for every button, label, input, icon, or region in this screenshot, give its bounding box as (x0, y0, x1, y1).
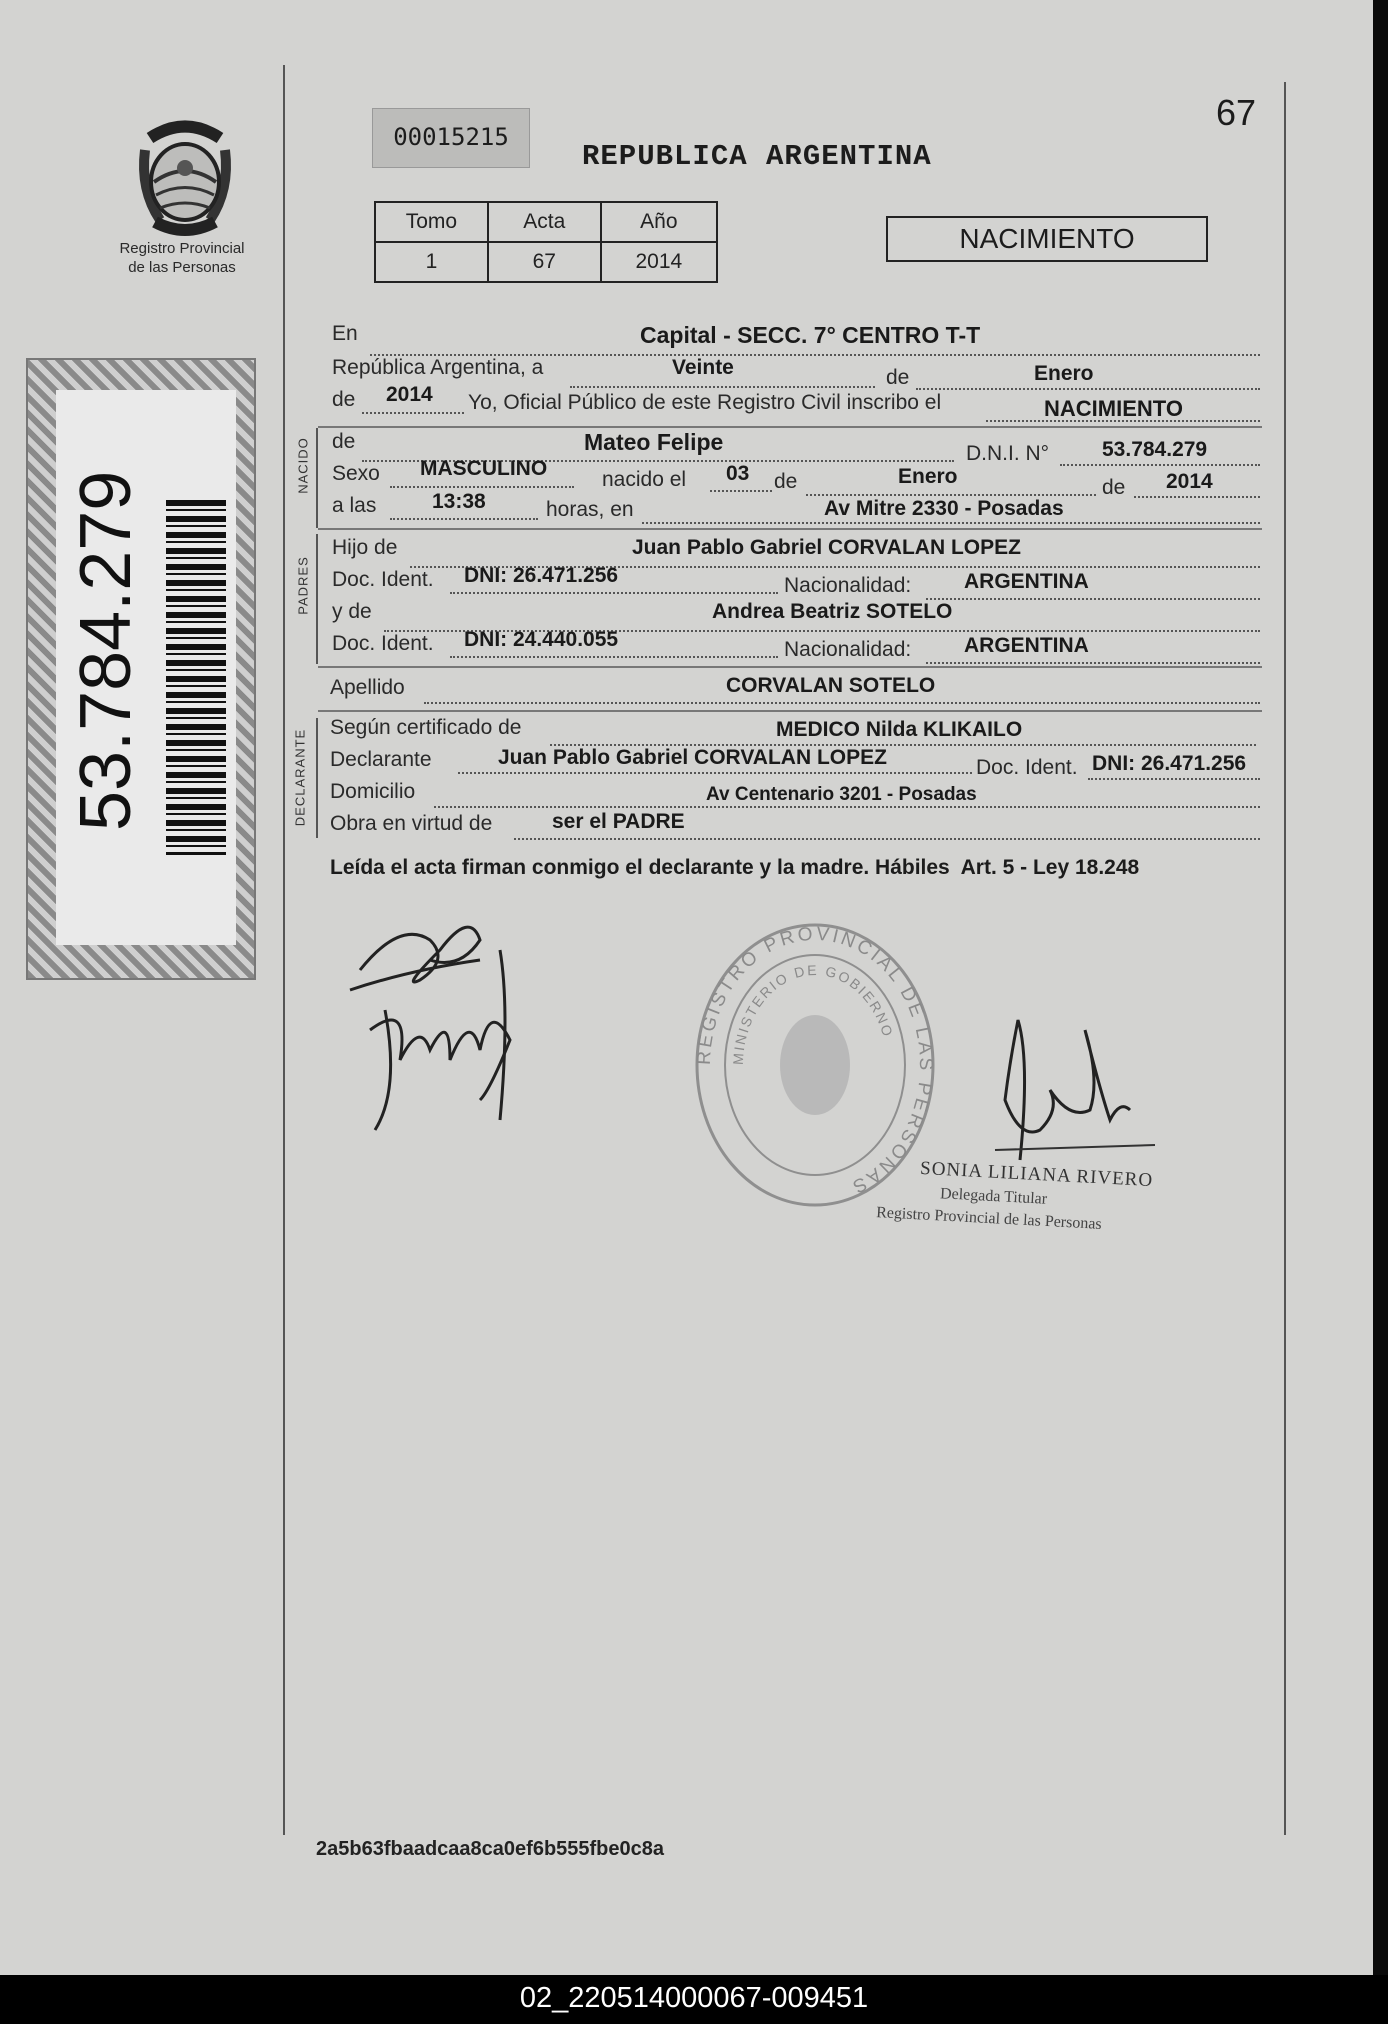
obra-label: Obra en virtud de (330, 812, 493, 835)
separator-2 (318, 528, 1262, 530)
registry-header-acta: Acta (488, 202, 601, 242)
birth-place: Av Mitre 2330 - Posadas (824, 497, 1064, 520)
padre: Juan Pablo Gabriel CORVALAN LOPEZ (632, 536, 1021, 559)
birth-year: 2014 (1166, 470, 1213, 493)
apellido-label: Apellido (330, 676, 405, 699)
barcode-sticker (26, 358, 256, 980)
obra-dots (514, 838, 1260, 840)
birth-year-dots (1134, 496, 1260, 498)
domicilio-label: Domicilio (330, 780, 416, 803)
padre-nac-label: Nacionalidad: (784, 574, 912, 597)
separator-4 (318, 710, 1262, 712)
barcode-bars (166, 500, 226, 855)
birth-year-de-label: de (1102, 476, 1126, 499)
sexo-dots (390, 486, 574, 488)
dni: 53.784.279 (1102, 438, 1208, 461)
year-dots (362, 412, 464, 414)
declarante-bracket (316, 718, 318, 838)
side-dni-number: 53.784.279 (66, 470, 146, 831)
serial-number: 00015215 (393, 123, 509, 151)
hour: 13:38 (432, 490, 486, 513)
en-label: En (332, 322, 358, 345)
obra: ser el PADRE (552, 810, 685, 833)
registry-header-tomo: Tomo (375, 202, 488, 242)
barcode-sticker-label (56, 390, 236, 945)
padre-doc-dots (450, 592, 778, 594)
logo-caption-line1: Registro Provincial (119, 240, 245, 257)
official-signature (990, 1000, 1160, 1170)
logo-caption-line2: de las Personas (128, 259, 236, 276)
segun-label: Según certificado de (330, 716, 522, 739)
month-de-label: de (886, 366, 910, 389)
section-label-nacido: NACIDO (295, 437, 311, 494)
a-las-label: a las (332, 494, 377, 517)
country-title: REPUBLICA ARGENTINA (582, 140, 932, 173)
day-dots (570, 386, 875, 388)
declarante-doc-dots (1088, 778, 1260, 780)
nacido-el-label: nacido el (602, 468, 687, 491)
padre-nac-dots (926, 598, 1260, 600)
yo-text: Yo, Oficial Público de este Registro Civil inscribo el (468, 391, 942, 414)
right-margin-line (1284, 82, 1286, 1835)
dni-dots (1060, 464, 1260, 466)
padre-doc: DNI: 26.471.256 (464, 564, 619, 587)
left-margin-line (283, 65, 285, 1835)
page-number: 67 (1216, 92, 1257, 133)
year: 2014 (386, 383, 433, 406)
birth-day-dots (710, 490, 772, 492)
madre-nac-label: Nacionalidad: (784, 638, 912, 661)
registry-header-ano: Año (601, 202, 717, 242)
y-de-label: y de (332, 600, 372, 623)
padres-bracket (316, 534, 318, 664)
serial-number-box (372, 108, 530, 168)
madre-doc-label: Doc. Ident. (332, 632, 434, 655)
birth-month-dots (806, 494, 1096, 496)
hijo-de-label: Hijo de (332, 536, 398, 559)
sexo: MASCULINO (420, 457, 548, 480)
stamp-outer-text: REGISTRO PROVINCIAL DE LAS PERSONAS (693, 923, 937, 1198)
closing-text: Leída el acta firman conmigo el declarante y la madre. Hábiles Art. 5 - Ley 18.248 (330, 856, 1140, 879)
separator-3 (318, 666, 1262, 668)
apellido: CORVALAN SOTELO (726, 674, 936, 697)
en-value: Capital - SECC. 7° CENTRO T-T (640, 322, 981, 348)
official-office: Registro Provincial de las Personas (875, 1204, 1103, 1233)
apellido-dots (424, 702, 1260, 704)
nombre: Mateo Felipe (584, 429, 724, 455)
domicilio: Av Centenario 3201 - Posadas (706, 784, 977, 805)
padre-doc-label: Doc. Ident. (332, 568, 434, 591)
nacido-bracket (316, 428, 318, 528)
madre: Andrea Beatriz SOTELO (712, 600, 953, 623)
madre-doc: DNI: 24.440.055 (464, 628, 619, 651)
month: Enero (1034, 362, 1094, 385)
misiones-coat-of-arms-logo (120, 110, 250, 240)
madre-doc-dots (450, 656, 778, 658)
month-dots (916, 388, 1260, 390)
inscribo-value: NACIMIENTO (1044, 396, 1183, 421)
declarante-label: Declarante (330, 748, 432, 771)
day-words: Veinte (672, 356, 734, 379)
document-hash: 2a5b63fbaadcaa8ca0ef6b555fbe0c8a (316, 1838, 665, 1860)
stamp-inner-text: MINISTERIO DE GOBIERNO (729, 961, 897, 1066)
declarant-signature (340, 890, 560, 1140)
birth-month: Enero (898, 465, 958, 488)
registry-value-ano: 2014 (601, 242, 717, 282)
official-name: SONIA LILIANA RIVERO (919, 1157, 1154, 1192)
registry-value-tomo: 1 (375, 242, 488, 282)
declarante-dots (458, 772, 972, 774)
sexo-label: Sexo (332, 462, 380, 485)
padre-nac: ARGENTINA (964, 570, 1089, 593)
year-de-label: de (332, 388, 356, 411)
hour-dots (390, 518, 538, 520)
republica-label: República Argentina, a (332, 356, 544, 379)
registry-value-acta: 67 (488, 242, 601, 282)
domicilio-dots (434, 806, 1260, 808)
birth-month-de-label: de (774, 470, 798, 493)
nombre-de-label: de (332, 430, 356, 453)
madre-nac: ARGENTINA (964, 634, 1089, 657)
declarante-doc-label: Doc. Ident. (976, 756, 1078, 779)
certificado: MEDICO Nilda KLIKAILO (776, 718, 1023, 741)
record-type-box (886, 216, 1208, 262)
official-seal-stamp (690, 915, 940, 1215)
horas-en-label: horas, en (546, 498, 634, 521)
section-label-declarante: DECLARANTE (292, 728, 308, 827)
birth-place-dots (642, 522, 1260, 524)
declarante-doc: DNI: 26.471.256 (1092, 752, 1247, 775)
official-title: Delegada Titular (939, 1185, 1048, 1208)
birth-day: 03 (726, 462, 750, 485)
footer-file-id: 02_220514000067-009451 (519, 1982, 869, 2014)
registry-table (374, 201, 718, 283)
madre-nac-dots (926, 662, 1260, 664)
dni-label: D.N.I. N° (966, 442, 1050, 465)
record-type: NACIMIENTO (959, 223, 1135, 254)
declarante: Juan Pablo Gabriel CORVALAN LOPEZ (498, 746, 887, 769)
section-label-padres: PADRES (295, 556, 311, 615)
separator-1 (318, 426, 1262, 428)
